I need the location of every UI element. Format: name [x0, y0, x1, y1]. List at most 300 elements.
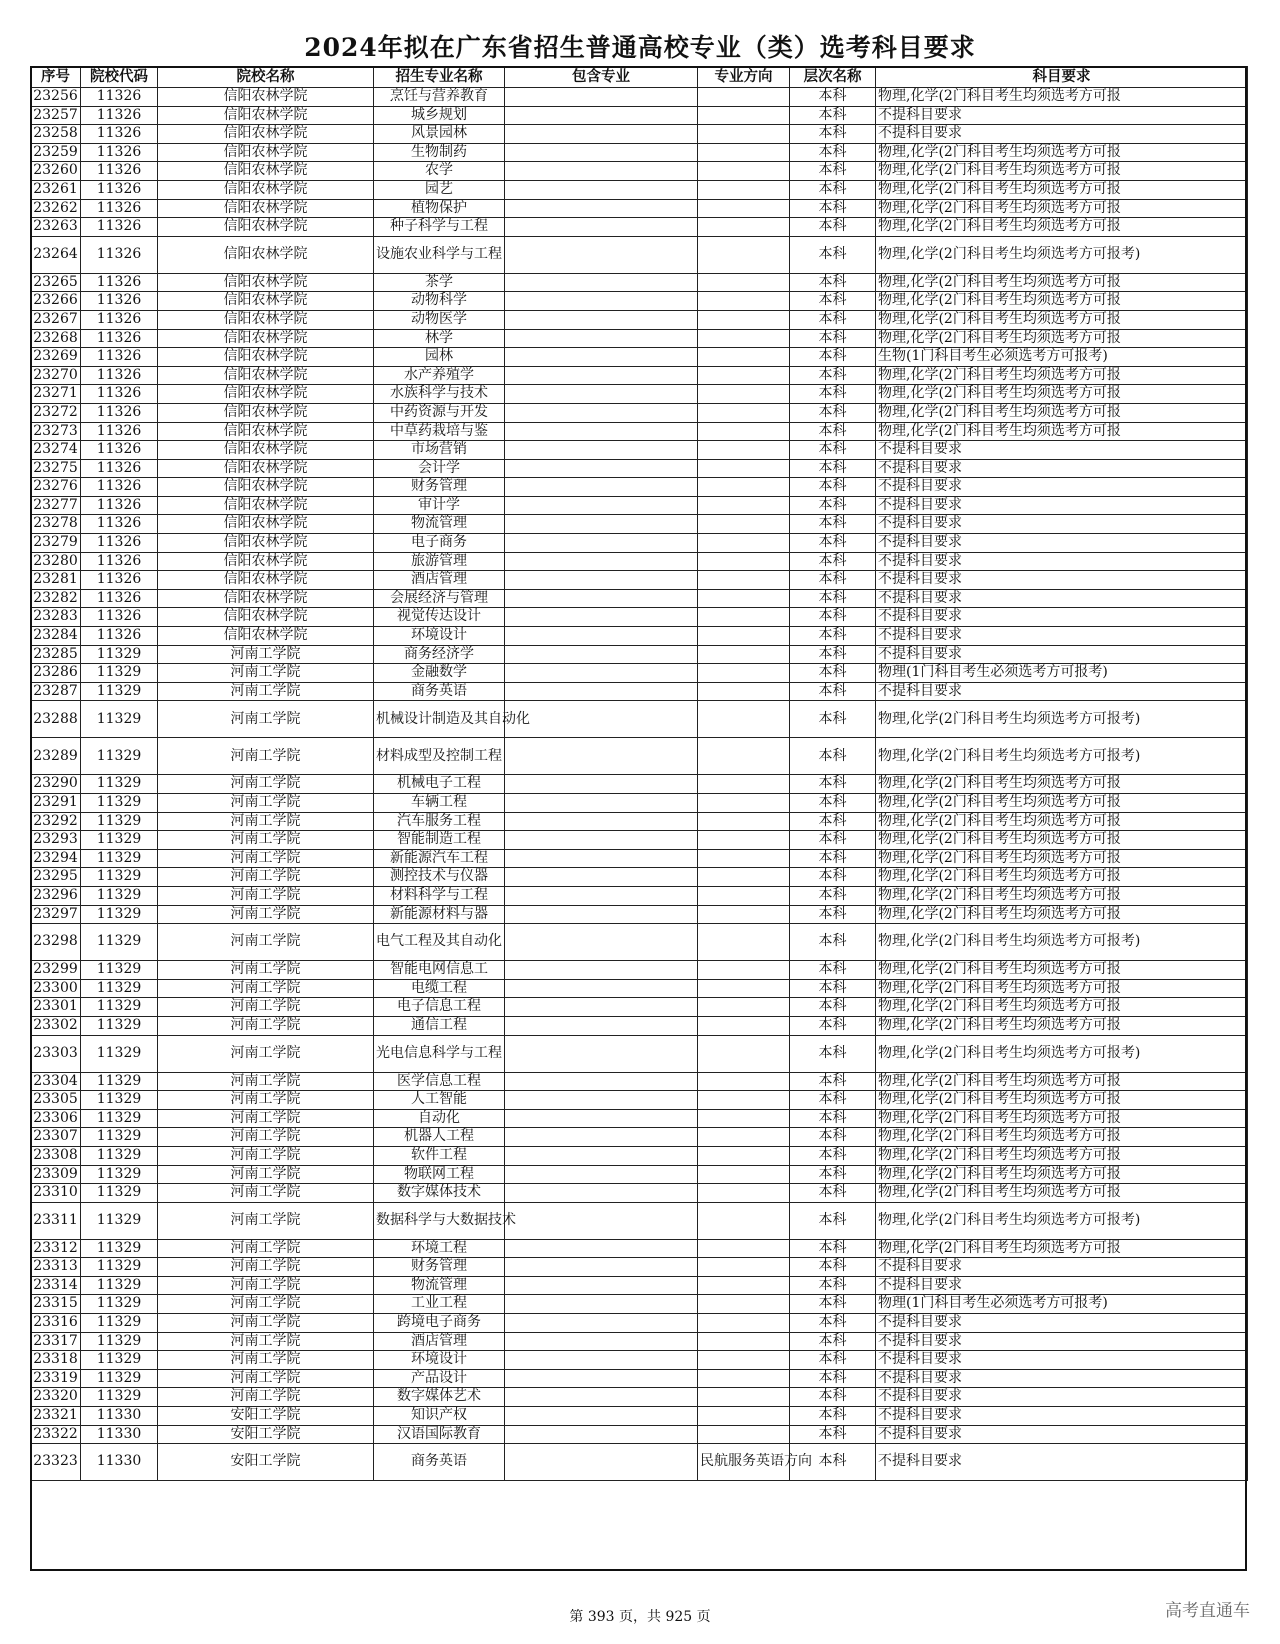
table-row	[31, 868, 1248, 887]
cell-level: 本科	[790, 1109, 876, 1128]
cell-includes	[505, 1202, 698, 1239]
cell-level: 本科	[790, 1388, 876, 1407]
cell-requirement: 物理,化学(2门科目考生均须选考方可报	[876, 849, 1248, 868]
cell-level: 本科	[790, 236, 876, 273]
cell-no: 23301	[31, 998, 81, 1017]
table-row	[31, 1202, 1248, 1239]
table-row	[31, 459, 1248, 478]
table-row	[31, 1425, 1248, 1444]
cell-major: 电子商务	[374, 534, 505, 553]
cell-no: 23319	[31, 1369, 81, 1388]
cell-direction	[698, 1276, 790, 1295]
cell-direction	[698, 868, 790, 887]
cell-no: 23302	[31, 1016, 81, 1035]
cell-major: 动物科学	[374, 292, 505, 311]
cell-requirement: 物理,化学(2门科目考生均须选考方可报	[876, 1239, 1248, 1258]
cell-no: 23312	[31, 1239, 81, 1258]
cell-requirement: 物理,化学(2门科目考生均须选考方可报	[876, 775, 1248, 794]
table-row	[31, 682, 1248, 701]
cell-direction	[698, 794, 790, 813]
cell-requirement: 物理,化学(2门科目考生均须选考方可报	[876, 273, 1248, 292]
cell-no: 23299	[31, 961, 81, 980]
cell-includes	[505, 478, 698, 497]
cell-school: 信阳农林学院	[158, 403, 374, 422]
cell-no: 23257	[31, 106, 81, 125]
cell-includes	[505, 1016, 698, 1035]
watermark-brand: 高考直通车	[1165, 1601, 1250, 1621]
cell-level: 本科	[790, 106, 876, 125]
cell-school: 河南工学院	[158, 849, 374, 868]
cell-major: 产品设计	[374, 1369, 505, 1388]
cell-major: 通信工程	[374, 1016, 505, 1035]
cell-direction	[698, 664, 790, 683]
table-row	[31, 1369, 1248, 1388]
cell-school: 河南工学院	[158, 645, 374, 664]
cell-school: 河南工学院	[158, 794, 374, 813]
cell-level: 本科	[790, 979, 876, 998]
cell-school: 信阳农林学院	[158, 236, 374, 273]
cell-includes	[505, 1332, 698, 1351]
cell-code: 11329	[81, 738, 158, 775]
cell-direction	[698, 1091, 790, 1110]
cell-no: 23259	[31, 143, 81, 162]
cell-direction	[698, 496, 790, 515]
cell-requirement: 物理,化学(2门科目考生均须选考方可报	[876, 794, 1248, 813]
cell-direction	[698, 701, 790, 738]
cell-includes	[505, 924, 698, 961]
cell-requirement: 不提科目要求	[876, 1444, 1248, 1481]
cell-includes	[505, 422, 698, 441]
cell-requirement: 不提科目要求	[876, 608, 1248, 627]
cell-level: 本科	[790, 1351, 876, 1370]
cell-includes	[505, 125, 698, 144]
cell-level: 本科	[790, 143, 876, 162]
cell-school: 信阳农林学院	[158, 608, 374, 627]
cell-requirement: 物理,化学(2门科目考生均须选考方可报考)	[876, 1202, 1248, 1239]
cell-direction	[698, 738, 790, 775]
cell-level: 本科	[790, 1146, 876, 1165]
cell-requirement: 物理,化学(2门科目考生均须选考方可报	[876, 292, 1248, 311]
cell-school: 信阳农林学院	[158, 441, 374, 460]
cell-requirement: 物理,化学(2门科目考生均须选考方可报	[876, 180, 1248, 199]
table-row	[31, 1332, 1248, 1351]
cell-school: 安阳工学院	[158, 1407, 374, 1426]
cell-level: 本科	[790, 310, 876, 329]
cell-major: 烹饪与营养教育	[374, 88, 505, 107]
cell-major: 林学	[374, 329, 505, 348]
cell-requirement: 物理,化学(2门科目考生均须选考方可报	[876, 979, 1248, 998]
cell-no: 23267	[31, 310, 81, 329]
cell-code: 11326	[81, 292, 158, 311]
cell-level: 本科	[790, 348, 876, 367]
cell-no: 23258	[31, 125, 81, 144]
cell-direction	[698, 478, 790, 497]
cell-includes	[505, 589, 698, 608]
cell-no: 23266	[31, 292, 81, 311]
cell-includes	[505, 366, 698, 385]
cell-direction	[698, 1351, 790, 1370]
cell-no: 23276	[31, 478, 81, 497]
cell-code: 11326	[81, 422, 158, 441]
cell-requirement: 物理(1门科目考生必须选考方可报考)	[876, 1295, 1248, 1314]
cell-no: 23263	[31, 218, 81, 237]
cell-level: 本科	[790, 812, 876, 831]
cell-no: 23307	[31, 1128, 81, 1147]
cell-includes	[505, 292, 698, 311]
table-row	[31, 627, 1248, 646]
cell-code: 11326	[81, 273, 158, 292]
cell-requirement: 不提科目要求	[876, 1425, 1248, 1444]
table-row	[31, 738, 1248, 775]
cell-major: 水产养殖学	[374, 366, 505, 385]
cell-level: 本科	[790, 1128, 876, 1147]
cell-school: 信阳农林学院	[158, 571, 374, 590]
cell-code: 11329	[81, 905, 158, 924]
cell-no: 23260	[31, 162, 81, 181]
table-row	[31, 236, 1248, 273]
cell-no: 23284	[31, 627, 81, 646]
cell-major: 水族科学与技术	[374, 385, 505, 404]
cell-requirement: 物理,化学(2门科目考生均须选考方可报	[876, 998, 1248, 1017]
cell-direction	[698, 218, 790, 237]
cell-level: 本科	[790, 1369, 876, 1388]
cell-major: 机器人工程	[374, 1128, 505, 1147]
cell-includes	[505, 162, 698, 181]
cell-school: 河南工学院	[158, 868, 374, 887]
cell-school: 河南工学院	[158, 1369, 374, 1388]
cell-level: 本科	[790, 403, 876, 422]
cell-code: 11329	[81, 645, 158, 664]
cell-level: 本科	[790, 1276, 876, 1295]
cell-level: 本科	[790, 478, 876, 497]
cell-major: 酒店管理	[374, 571, 505, 590]
cell-no: 23277	[31, 496, 81, 515]
cell-major: 环境设计	[374, 1351, 505, 1370]
cell-direction	[698, 273, 790, 292]
cell-school: 河南工学院	[158, 1091, 374, 1110]
cell-school: 信阳农林学院	[158, 273, 374, 292]
cell-requirement: 物理,化学(2门科目考生均须选考方可报	[876, 1128, 1248, 1147]
cell-major: 电缆工程	[374, 979, 505, 998]
cell-school: 河南工学院	[158, 1202, 374, 1239]
cell-code: 11329	[81, 1239, 158, 1258]
cell-direction	[698, 1072, 790, 1091]
cell-level: 本科	[790, 1258, 876, 1277]
cell-no: 23287	[31, 682, 81, 701]
cell-direction	[698, 1369, 790, 1388]
cell-level: 本科	[790, 794, 876, 813]
cell-includes	[505, 794, 698, 813]
table-row	[31, 1146, 1248, 1165]
cell-school: 河南工学院	[158, 1165, 374, 1184]
cell-includes	[505, 552, 698, 571]
cell-major: 跨境电子商务	[374, 1314, 505, 1333]
cell-includes	[505, 1258, 698, 1277]
cell-code: 11326	[81, 143, 158, 162]
table-row	[31, 1184, 1248, 1203]
cell-school: 信阳农林学院	[158, 478, 374, 497]
cell-major: 财务管理	[374, 478, 505, 497]
cell-code: 11329	[81, 812, 158, 831]
cell-includes	[505, 645, 698, 664]
table-row	[31, 1109, 1248, 1128]
table-row	[31, 1314, 1248, 1333]
cell-major: 测控技术与仪器	[374, 868, 505, 887]
cell-major: 智能电网信息工	[374, 961, 505, 980]
cell-major: 园林	[374, 348, 505, 367]
cell-direction	[698, 143, 790, 162]
cell-direction	[698, 1239, 790, 1258]
table-row	[31, 310, 1248, 329]
cell-level: 本科	[790, 552, 876, 571]
cell-includes	[505, 180, 698, 199]
cell-school: 河南工学院	[158, 1109, 374, 1128]
cell-level: 本科	[790, 1444, 876, 1481]
cell-school: 河南工学院	[158, 1351, 374, 1370]
cell-no: 23290	[31, 775, 81, 794]
cell-direction	[698, 1314, 790, 1333]
cell-no: 23262	[31, 199, 81, 218]
cell-school: 信阳农林学院	[158, 366, 374, 385]
cell-requirement: 物理,化学(2门科目考生均须选考方可报	[876, 868, 1248, 887]
cell-requirement: 物理,化学(2门科目考生均须选考方可报	[876, 366, 1248, 385]
cell-direction	[698, 552, 790, 571]
cell-no: 23314	[31, 1276, 81, 1295]
cell-school: 河南工学院	[158, 1314, 374, 1333]
cell-level: 本科	[790, 571, 876, 590]
cell-major: 机械设计制造及其自动化	[374, 701, 505, 738]
cell-code: 11329	[81, 1146, 158, 1165]
cell-direction	[698, 422, 790, 441]
table-row	[31, 1444, 1248, 1481]
cell-school: 河南工学院	[158, 1146, 374, 1165]
table-row	[31, 273, 1248, 292]
cell-no: 23321	[31, 1407, 81, 1426]
cell-includes	[505, 218, 698, 237]
cell-includes	[505, 1146, 698, 1165]
cell-level: 本科	[790, 273, 876, 292]
cell-level: 本科	[790, 459, 876, 478]
cell-requirement: 物理,化学(2门科目考生均须选考方可报	[876, 1109, 1248, 1128]
cell-level: 本科	[790, 1332, 876, 1351]
cell-direction	[698, 1202, 790, 1239]
cell-level: 本科	[790, 627, 876, 646]
cell-requirement: 不提科目要求	[876, 441, 1248, 460]
cell-major: 电子信息工程	[374, 998, 505, 1017]
cell-code: 11329	[81, 775, 158, 794]
cell-no: 23274	[31, 441, 81, 460]
cell-requirement: 不提科目要求	[876, 1258, 1248, 1277]
cell-requirement: 物理,化学(2门科目考生均须选考方可报	[876, 1072, 1248, 1091]
cell-school: 河南工学院	[158, 1072, 374, 1091]
cell-level: 本科	[790, 1407, 876, 1426]
cell-no: 23264	[31, 236, 81, 273]
cell-code: 11326	[81, 106, 158, 125]
cell-major: 商务英语	[374, 1444, 505, 1481]
cell-requirement: 物理,化学(2门科目考生均须选考方可报	[876, 403, 1248, 422]
cell-code: 11329	[81, 682, 158, 701]
cell-no: 23286	[31, 664, 81, 683]
cell-code: 11329	[81, 1072, 158, 1091]
cell-no: 23315	[31, 1295, 81, 1314]
cell-no: 23292	[31, 812, 81, 831]
table-row	[31, 1035, 1248, 1072]
table-row	[31, 143, 1248, 162]
cell-school: 信阳农林学院	[158, 106, 374, 125]
cell-includes	[505, 831, 698, 850]
table-header-row	[31, 67, 1248, 88]
cell-school: 河南工学院	[158, 775, 374, 794]
cell-major: 光电信息科学与工程	[374, 1035, 505, 1072]
cell-school: 河南工学院	[158, 1239, 374, 1258]
cell-direction	[698, 608, 790, 627]
cell-direction	[698, 1295, 790, 1314]
table-row	[31, 1388, 1248, 1407]
cell-includes	[505, 441, 698, 460]
table-row	[31, 1091, 1248, 1110]
cell-direction	[698, 645, 790, 664]
cell-direction	[698, 534, 790, 553]
cell-major: 会展经济与管理	[374, 589, 505, 608]
cell-code: 11326	[81, 459, 158, 478]
table-row	[31, 905, 1248, 924]
cell-no: 23303	[31, 1035, 81, 1072]
cell-includes	[505, 701, 698, 738]
cell-school: 信阳农林学院	[158, 422, 374, 441]
cell-no: 23256	[31, 88, 81, 107]
cell-includes	[505, 1407, 698, 1426]
cell-no: 23278	[31, 515, 81, 534]
cell-requirement: 不提科目要求	[876, 1276, 1248, 1295]
cell-code: 11326	[81, 180, 158, 199]
cell-code: 11329	[81, 664, 158, 683]
cell-major: 自动化	[374, 1109, 505, 1128]
cell-direction	[698, 162, 790, 181]
cell-includes	[505, 236, 698, 273]
cell-requirement: 不提科目要求	[876, 1388, 1248, 1407]
cell-major: 财务管理	[374, 1258, 505, 1277]
cell-code: 11329	[81, 1165, 158, 1184]
cell-code: 11329	[81, 1016, 158, 1035]
cell-direction	[698, 905, 790, 924]
cell-major: 会计学	[374, 459, 505, 478]
cell-requirement: 不提科目要求	[876, 1314, 1248, 1333]
cell-includes	[505, 106, 698, 125]
cell-direction	[698, 88, 790, 107]
table-row	[31, 1016, 1248, 1035]
cell-includes	[505, 868, 698, 887]
cell-direction	[698, 831, 790, 850]
cell-level: 本科	[790, 924, 876, 961]
cell-direction	[698, 1184, 790, 1203]
cell-no: 23280	[31, 552, 81, 571]
cell-requirement: 不提科目要求	[876, 682, 1248, 701]
table-row	[31, 552, 1248, 571]
cell-direction	[698, 1165, 790, 1184]
cell-school: 信阳农林学院	[158, 292, 374, 311]
cell-direction	[698, 886, 790, 905]
table-row	[31, 180, 1248, 199]
table-row	[31, 979, 1248, 998]
cell-includes	[505, 273, 698, 292]
cell-code: 11326	[81, 608, 158, 627]
table-row	[31, 515, 1248, 534]
cell-major: 酒店管理	[374, 1332, 505, 1351]
cell-direction	[698, 329, 790, 348]
cell-requirement: 不提科目要求	[876, 627, 1248, 646]
cell-requirement: 物理,化学(2门科目考生均须选考方可报考)	[876, 1035, 1248, 1072]
cell-requirement: 不提科目要求	[876, 1332, 1248, 1351]
cell-school: 信阳农林学院	[158, 125, 374, 144]
cell-major: 环境设计	[374, 627, 505, 646]
cell-school: 信阳农林学院	[158, 496, 374, 515]
table-row	[31, 366, 1248, 385]
table-row	[31, 1351, 1248, 1370]
cell-school: 河南工学院	[158, 1184, 374, 1203]
table-row	[31, 571, 1248, 590]
cell-level: 本科	[790, 701, 876, 738]
cell-includes	[505, 849, 698, 868]
cell-includes	[505, 627, 698, 646]
cell-major: 生物制药	[374, 143, 505, 162]
cell-includes	[505, 1425, 698, 1444]
table-row	[31, 534, 1248, 553]
cell-code: 11326	[81, 125, 158, 144]
cell-level: 本科	[790, 1016, 876, 1035]
cell-requirement: 物理,化学(2门科目考生均须选考方可报	[876, 905, 1248, 924]
cell-code: 11326	[81, 88, 158, 107]
cell-includes	[505, 1109, 698, 1128]
cell-direction	[698, 979, 790, 998]
cell-level: 本科	[790, 1035, 876, 1072]
table-row	[31, 589, 1248, 608]
cell-requirement: 不提科目要求	[876, 1369, 1248, 1388]
cell-includes	[505, 664, 698, 683]
cell-requirement: 不提科目要求	[876, 534, 1248, 553]
cell-requirement: 不提科目要求	[876, 645, 1248, 664]
cell-no: 23265	[31, 273, 81, 292]
table-row	[31, 88, 1248, 107]
cell-direction	[698, 1425, 790, 1444]
cell-direction	[698, 998, 790, 1017]
cell-major: 中药资源与开发	[374, 403, 505, 422]
cell-no: 23317	[31, 1332, 81, 1351]
cell-direction: 民航服务英语方向	[698, 1444, 790, 1481]
table-row	[31, 478, 1248, 497]
cell-level: 本科	[790, 422, 876, 441]
cell-level: 本科	[790, 664, 876, 683]
cell-level: 本科	[790, 1072, 876, 1091]
cell-major: 旅游管理	[374, 552, 505, 571]
cell-direction	[698, 125, 790, 144]
cell-code: 11329	[81, 794, 158, 813]
cell-level: 本科	[790, 1314, 876, 1333]
cell-requirement: 物理,化学(2门科目考生均须选考方可报	[876, 422, 1248, 441]
cell-requirement: 不提科目要求	[876, 106, 1248, 125]
cell-code: 11326	[81, 348, 158, 367]
cell-no: 23268	[31, 329, 81, 348]
cell-school: 河南工学院	[158, 905, 374, 924]
cell-includes	[505, 812, 698, 831]
cell-no: 23310	[31, 1184, 81, 1203]
cell-school: 信阳农林学院	[158, 88, 374, 107]
cell-includes	[505, 310, 698, 329]
page-title: 2024年拟在广东省招生普通高校专业（类）选考科目要求	[304, 33, 976, 62]
cell-major: 材料成型及控制工程	[374, 738, 505, 775]
cell-code: 11326	[81, 403, 158, 422]
cell-major: 动物医学	[374, 310, 505, 329]
cell-school: 河南工学院	[158, 924, 374, 961]
